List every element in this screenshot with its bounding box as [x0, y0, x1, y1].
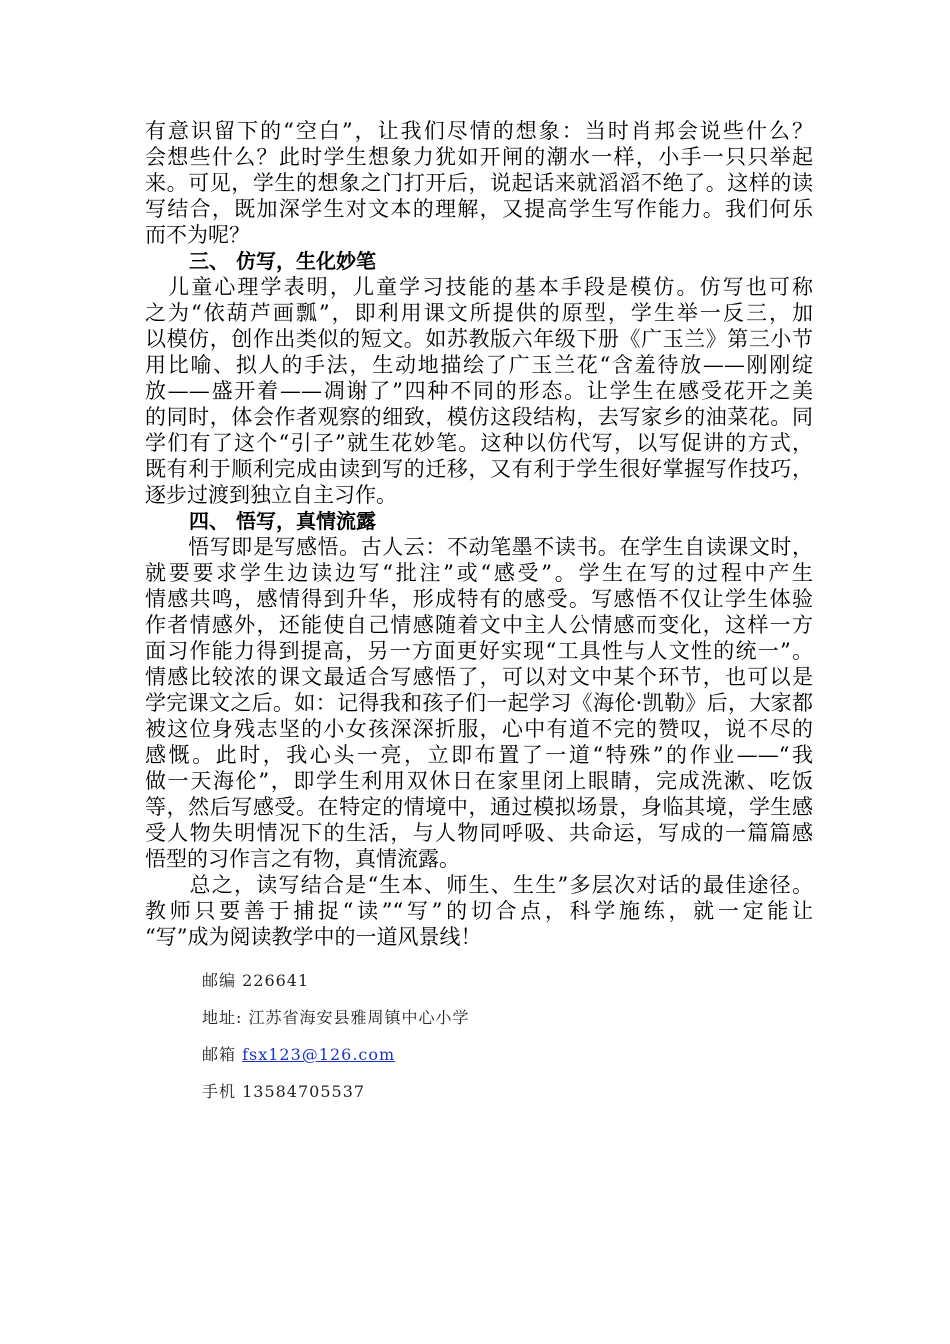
- text-line: 学们有了这个“引子”就生花妙笔。这种以仿代写，以写促讲的方式，: [145, 431, 813, 455]
- text-line: “写”成为阅读教学中的一道风景线！: [145, 925, 482, 949]
- phone: 手机 13584705537: [202, 1082, 366, 1101]
- text-line: 有意识留下的“空白”，让我们尽情的想象：当时肖邦会说些什么？: [145, 119, 813, 143]
- text-line: 悟型的习作言之有物，真情流露。: [145, 847, 460, 871]
- text-line: 儿童心理学表明，儿童学习技能的基本手段是模仿。仿写也可称: [145, 275, 813, 299]
- article-body: [145, 118, 813, 950]
- text-line: 被这位身残志坚的小女孩深深折服，心中有道不完的赞叹，说不尽的: [145, 717, 813, 741]
- text-line: 的同时，体会作者观察的细致，模仿这段结构，去写家乡的油菜花。同: [145, 405, 813, 429]
- text-line: 而不为呢？: [145, 223, 250, 247]
- paragraph-imitation: [145, 274, 813, 508]
- text-line: 教师只要善于捕捉“读”“写”的切合点，科学施练，就一定能让: [145, 899, 813, 923]
- text-line: 放——盛开着——凋谢了”四种不同的形态。让学生在感受花开之美: [145, 379, 813, 403]
- text-line: 情感比较浓的课文最适合写感悟了，可以对文中某个环节，也可以是: [145, 665, 813, 689]
- text-line: 总之，读写结合是“生本、师生、生生”多层次对话的最佳途径。: [145, 873, 813, 897]
- address: 地址: 江苏省海安县雅周镇中心小学: [202, 1008, 470, 1027]
- text-line: 之为“依葫芦画瓢”，即利用课文所提供的原型，学生举一反三，加: [145, 301, 813, 325]
- text-line: 作者情感外，还能使自己情感随着文中主人公情感而变化，这样一方: [145, 613, 813, 637]
- text-line: 感慨。此时，我心头一亮，立即布置了一道“特殊”的作业——“我: [145, 743, 813, 767]
- text-line: 受人物失明情况下的生活，与人物同呼吸、共命运，写成的一篇篇感: [145, 821, 813, 845]
- text-line: 写结合，既加深学生对文本的理解，又提高学生写作能力。我们何乐: [145, 197, 813, 221]
- text-line: 悟写即是写感悟。古人云：不动笔墨不读书。在学生自读课文时，: [145, 535, 813, 559]
- text-line: 学完课文之后。如：记得我和孩子们一起学习《海伦·凯勒》后，大家都: [145, 691, 813, 715]
- contact-info: [202, 962, 469, 1110]
- section-heading-imitation: 三、 仿写，生化妙笔: [189, 249, 376, 273]
- text-line: 以模仿，创作出类似的短文。如苏教版六年级下册《广玉兰》第三小节: [145, 327, 813, 351]
- email-row: [202, 1036, 469, 1073]
- text-line: 逐步过渡到独立自主习作。: [145, 483, 397, 507]
- text-line: 做一天海伦”，即学生利用双休日在家里闭上眼睛，完成洗漱、吃饭: [145, 769, 813, 793]
- text-line: 情感共鸣，感情得到升华，形成特有的感受。写感悟不仅让学生体验: [145, 587, 813, 611]
- text-line: 用比喻、拟人的手法，生动地描绘了广玉兰花“含羞待放——刚刚绽: [145, 353, 813, 377]
- text-line: 会想些什么？此时学生想象力犹如开闸的潮水一样，小手一只只举起: [145, 145, 813, 169]
- email-label: 邮箱: [202, 1045, 243, 1064]
- text-line: 来。可见，学生的想象之门打开后，说起话来就滔滔不绝了。这样的读: [145, 171, 813, 195]
- text-line: 等，然后写感受。在特定的情境中，通过模拟场景，身临其境，学生感: [145, 795, 813, 819]
- paragraph-imagination: [145, 118, 813, 248]
- paragraph-insight: [145, 534, 813, 872]
- paragraph-conclusion: [145, 872, 813, 950]
- email-link[interactable]: fsx123@126.com: [242, 1045, 396, 1064]
- text-line: 面习作能力得到提高，另一方面更好实现“工具性与人文性的统一”。: [145, 639, 813, 663]
- postcode: 邮编 226641: [202, 971, 310, 990]
- text-line: 就要要求学生边读边写“批注”或“感受”。学生在写的过程中产生: [145, 561, 813, 585]
- text-line: 既有利于顺利完成由读到写的迁移，又有利于学生很好掌握写作技巧，: [145, 457, 813, 481]
- section-heading-insight: 四、 悟写，真情流露: [189, 509, 376, 533]
